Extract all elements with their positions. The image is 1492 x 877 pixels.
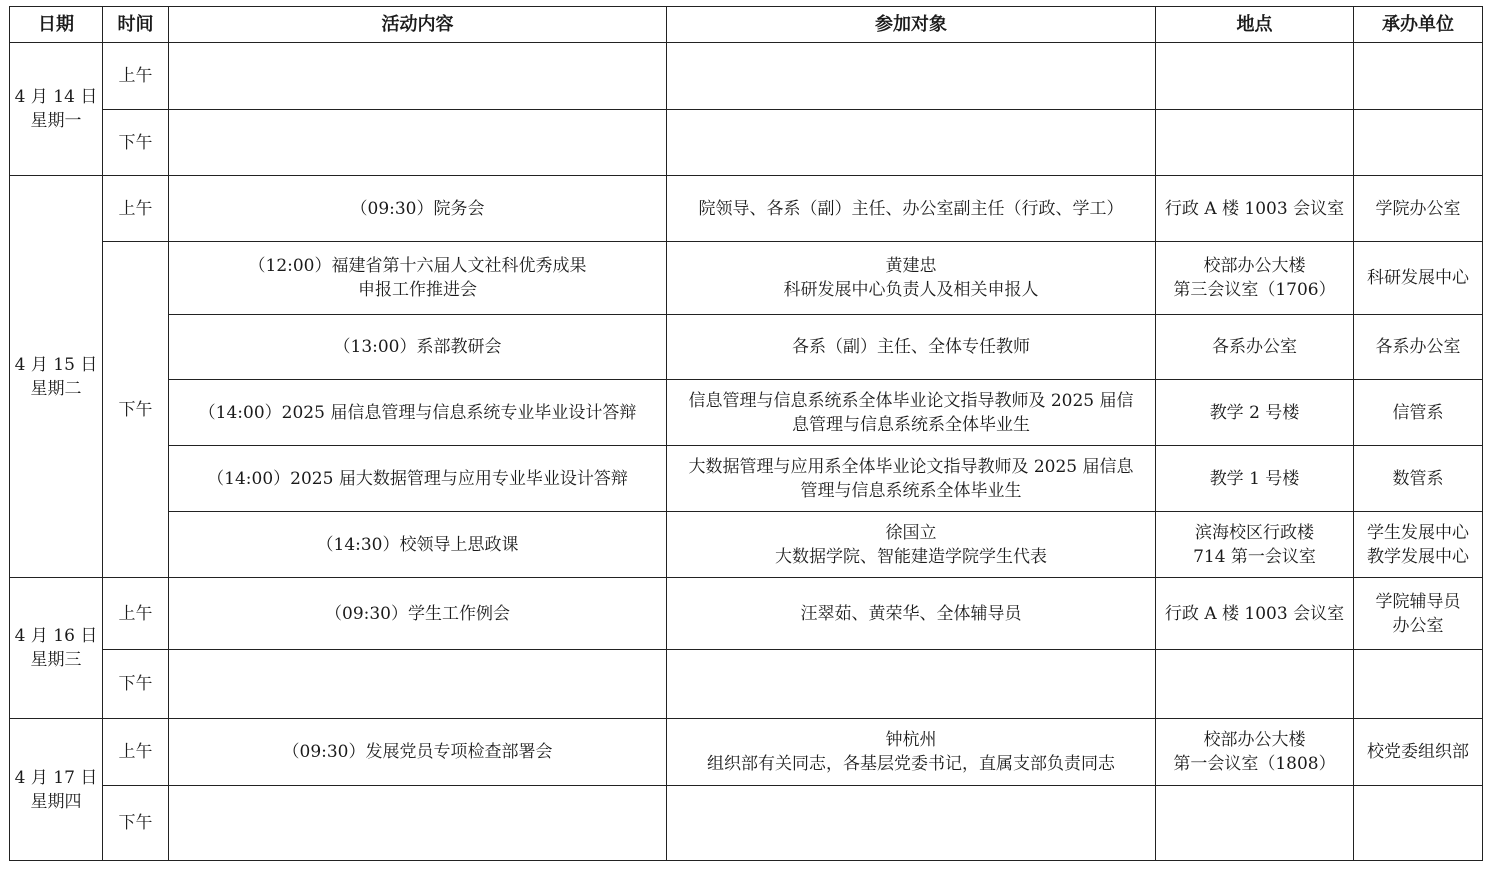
period-cell: 上午	[103, 578, 169, 650]
location-cell: 行政 A 楼 1003 会议室	[1156, 176, 1354, 242]
attendees-cell	[667, 786, 1156, 861]
activity-cell	[169, 650, 667, 719]
activity-cell: （09:30）学生工作例会	[169, 578, 667, 650]
date-cell: 4 月 14 日 星期一	[10, 43, 103, 176]
header-attendees: 参加对象	[667, 7, 1156, 43]
header-time: 时间	[103, 7, 169, 43]
table-row	[10, 578, 1483, 650]
header-row	[10, 7, 1483, 43]
date-cell: 4 月 17 日 星期四	[10, 719, 103, 861]
activity-cell: （09:30）发展党员专项检查部署会	[169, 719, 667, 786]
activity-cell: （12:00）福建省第十六届人文社科优秀成果 申报工作推进会	[169, 242, 667, 315]
attendees-cell: 徐国立 大数据学院、智能建造学院学生代表	[667, 512, 1156, 578]
activity-cell: （14:30）校领导上思政课	[169, 512, 667, 578]
location-cell: 各系办公室	[1156, 315, 1354, 380]
organizer-cell	[1354, 110, 1483, 176]
period-cell: 下午	[103, 110, 169, 176]
activity-cell: （14:00）2025 届大数据管理与应用专业毕业设计答辩	[169, 446, 667, 512]
organizer-cell: 学院办公室	[1354, 176, 1483, 242]
table-row	[10, 315, 1483, 380]
location-cell: 行政 A 楼 1003 会议室	[1156, 578, 1354, 650]
activity-cell: （14:00）2025 届信息管理与信息系统专业毕业设计答辩	[169, 380, 667, 446]
table-row	[10, 380, 1483, 446]
period-cell: 上午	[103, 43, 169, 110]
organizer-cell: 校党委组织部	[1354, 719, 1483, 786]
organizer-cell: 学院辅导员 办公室	[1354, 578, 1483, 650]
table-row	[10, 786, 1483, 861]
attendees-cell: 信息管理与信息系统系全体毕业论文指导教师及 2025 届信 息管理与信息系统系全体毕业生	[667, 380, 1156, 446]
location-cell: 教学 1 号楼	[1156, 446, 1354, 512]
location-cell: 校部办公大楼 第三会议室（1706）	[1156, 242, 1354, 315]
period-cell: 上午	[103, 176, 169, 242]
activity-cell	[169, 43, 667, 110]
attendees-cell: 钟杭州 组织部有关同志，各基层党委书记，直属支部负责同志	[667, 719, 1156, 786]
header-location: 地点	[1156, 7, 1354, 43]
attendees-cell: 院领导、各系（副）主任、办公室副主任（行政、学工）	[667, 176, 1156, 242]
attendees-cell: 各系（副）主任、全体专任教师	[667, 315, 1156, 380]
location-cell	[1156, 650, 1354, 719]
table-row	[10, 242, 1483, 315]
organizer-cell: 学生发展中心 教学发展中心	[1354, 512, 1483, 578]
schedule-table	[9, 6, 1483, 861]
header-organizer: 承办单位	[1354, 7, 1483, 43]
date-cell: 4 月 15 日 星期二	[10, 176, 103, 578]
organizer-cell: 各系办公室	[1354, 315, 1483, 380]
table-row	[10, 43, 1483, 110]
table-row	[10, 650, 1483, 719]
table-row	[10, 512, 1483, 578]
date-cell: 4 月 16 日 星期三	[10, 578, 103, 719]
period-cell: 下午	[103, 786, 169, 861]
organizer-cell	[1354, 43, 1483, 110]
header-date: 日期	[10, 7, 103, 43]
activity-cell	[169, 110, 667, 176]
location-cell: 校部办公大楼 第一会议室（1808）	[1156, 719, 1354, 786]
attendees-cell	[667, 110, 1156, 176]
organizer-cell	[1354, 786, 1483, 861]
location-cell: 教学 2 号楼	[1156, 380, 1354, 446]
header-activity: 活动内容	[169, 7, 667, 43]
attendees-cell: 大数据管理与应用系全体毕业论文指导教师及 2025 届信息 管理与信息系统系全体毕业生	[667, 446, 1156, 512]
location-cell	[1156, 786, 1354, 861]
location-cell	[1156, 110, 1354, 176]
organizer-cell	[1354, 650, 1483, 719]
activity-cell	[169, 786, 667, 861]
organizer-cell: 数管系	[1354, 446, 1483, 512]
period-cell: 下午	[103, 242, 169, 578]
activity-cell: （13:00）系部教研会	[169, 315, 667, 380]
period-cell: 下午	[103, 650, 169, 719]
attendees-cell	[667, 650, 1156, 719]
table-row	[10, 719, 1483, 786]
activity-cell: （09:30）院务会	[169, 176, 667, 242]
organizer-cell: 科研发展中心	[1354, 242, 1483, 315]
organizer-cell: 信管系	[1354, 380, 1483, 446]
attendees-cell: 汪翠茹、黄荣华、全体辅导员	[667, 578, 1156, 650]
attendees-cell	[667, 43, 1156, 110]
location-cell: 滨海校区行政楼 714 第一会议室	[1156, 512, 1354, 578]
table-row	[10, 176, 1483, 242]
table-row	[10, 110, 1483, 176]
table-row	[10, 446, 1483, 512]
location-cell	[1156, 43, 1354, 110]
attendees-cell: 黄建忠 科研发展中心负责人及相关申报人	[667, 242, 1156, 315]
period-cell: 上午	[103, 719, 169, 786]
